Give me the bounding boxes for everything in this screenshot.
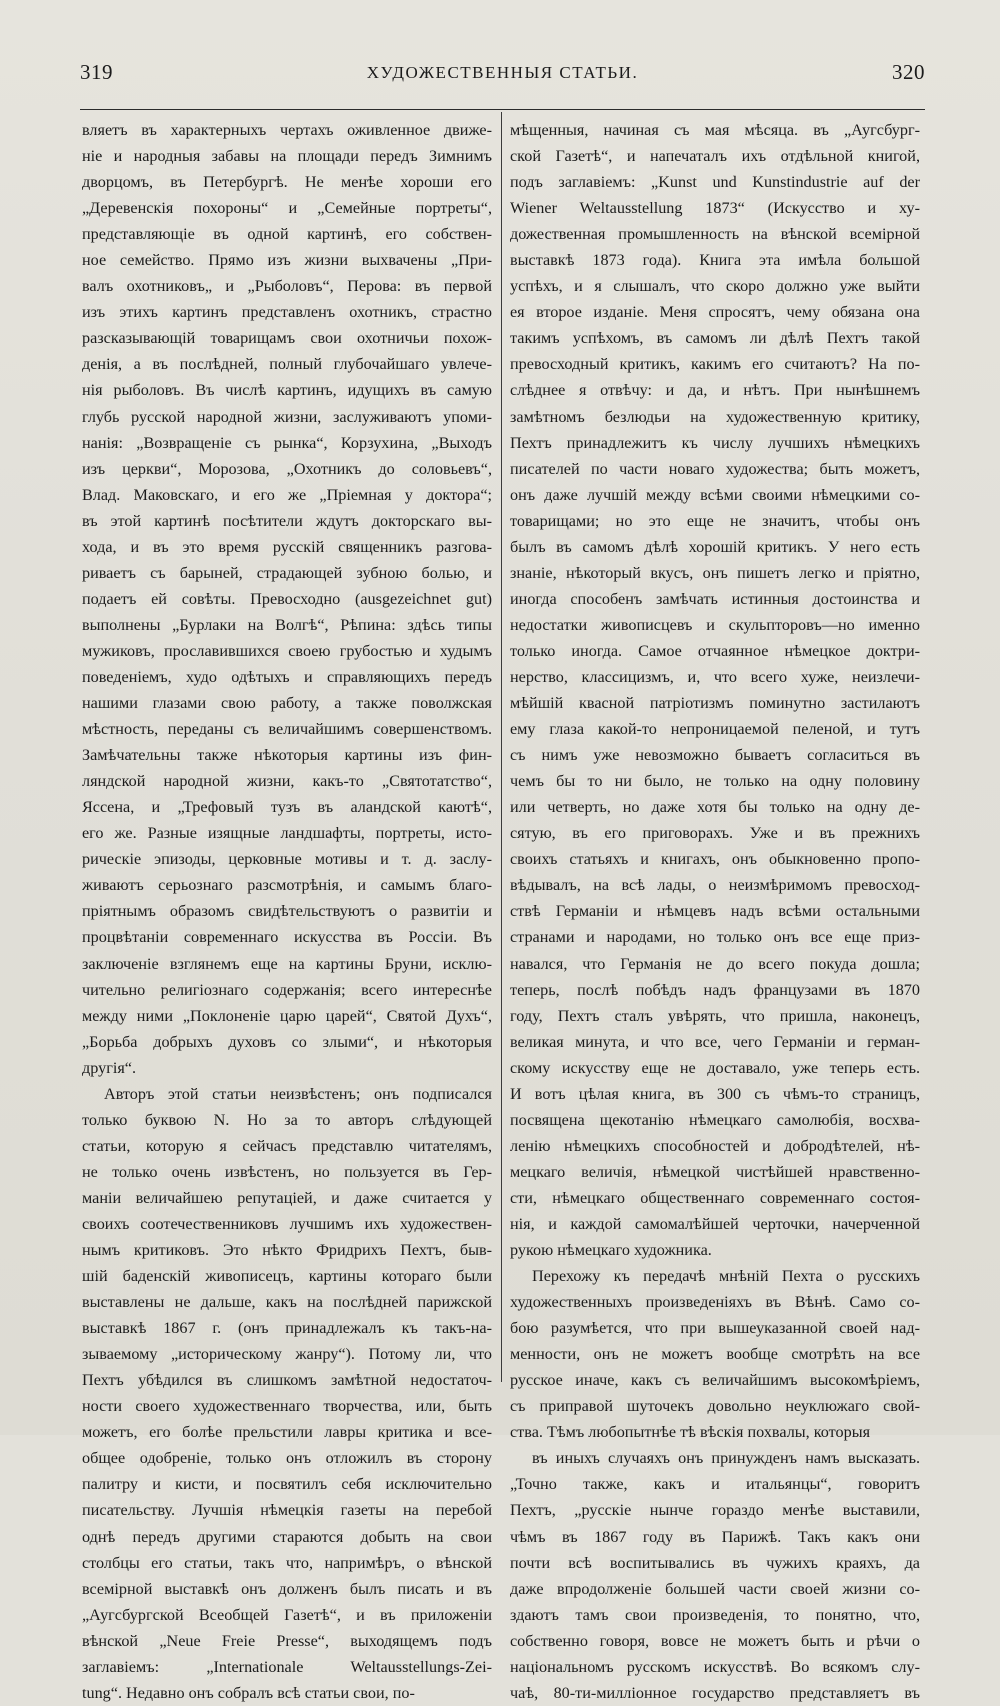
text-line: Wiener Weltausstellung 1873“ (Искусство и ху- <box>510 199 920 218</box>
text-line: Влад. Маковскаго, и его же „Пріемная у доктора“; <box>82 485 492 504</box>
text-line: мѣйшій квасной патріотизмъ поминутно застилаютъ <box>510 694 920 713</box>
text-line: всемірной выставкѣ онъ долженъ былъ писать и въ <box>82 1579 492 1598</box>
text-line: „Деревенскія похороны“ и „Семейные портреты“, <box>82 199 492 218</box>
text-line: здаютъ тамъ свои произведенія, то понятно, что, <box>510 1605 920 1624</box>
text-line: чаѣ, 80-ти-милліонное государство представляетъ въ <box>510 1683 920 1702</box>
text-line: разсказывающій товарищамъ свои охотничьи похож- <box>82 329 492 348</box>
text-line: странами и народами, но только онъ все еще приз- <box>510 928 920 947</box>
text-line: художественныхъ произведеніяхъ въ Вѣнѣ. Само со- <box>510 1293 920 1312</box>
text-line: мѣщенныя, начиная съ мая мѣсяца. въ „Аугсбург- <box>510 121 920 139</box>
text-line: риваетъ съ барыней, страдающей зубною болью, и <box>82 563 492 582</box>
text-line: выставкѣ 1867 г. (онъ принадлежалъ къ такъ-на- <box>82 1319 492 1338</box>
text-line: вляетъ въ характерныхъ чертахъ оживленное движе- <box>82 121 492 139</box>
text-line: нія рыболовъ. Въ числѣ картинъ, идущихъ въ самую <box>82 381 492 400</box>
text-line: И вотъ цѣлая книга, въ 300 съ чѣмъ-то страницъ, <box>510 1084 920 1103</box>
text-line: „Точно также, какъ и итальянцы“, говоритъ <box>510 1475 920 1494</box>
text-line: пріятнымъ образомъ свидѣтельствуютъ о развитіи и <box>82 902 492 921</box>
text-line: нанія: „Возвращеніе съ рынка“, Корзухина, „Выходъ <box>82 433 492 452</box>
column-divider <box>501 112 502 1382</box>
text-line: Пехтъ, „русскіе нынче гораздо менѣе выставили, <box>510 1501 920 1520</box>
text-line: выполнены „Бурлаки на Волгѣ“, Рѣпина: здѣсь типы <box>82 615 492 634</box>
text-line: tung“. Недавно онъ собралъ всѣ статьи свои, по- <box>82 1683 415 1702</box>
text-line: Ясcена, и „Трефовый тузъ въ аландской каютѣ“, <box>82 798 492 817</box>
text-line: „Борьба добрыхъ духовъ со злыми“, и нѣкоторыя <box>82 1032 492 1051</box>
text-line: заключеніе взглянемъ еще на картины Бруни, исклю- <box>82 954 492 973</box>
text-line: или четверть, но даже хотя бы только на одну де- <box>510 798 920 817</box>
text-line: сти, нѣмецкаго общественнаго современнаго состоя- <box>510 1188 920 1207</box>
text-line: товарищами; но это еще не значитъ, чтобы онъ <box>510 511 920 530</box>
text-line: общее одобреніе, только онъ отложилъ въ сторону <box>82 1449 492 1468</box>
text-line: успѣхъ, и я слышалъ, что скоро должно уже выйти <box>510 277 920 296</box>
text-line: ленію нѣмецкихъ способностей и добродѣтелей, нѣ- <box>510 1136 920 1155</box>
text-line: валъ охотниковъ„ и „Рыболовъ“, Перова: въ первой <box>82 277 492 296</box>
text-line: рукою нѣмецкаго художника. <box>510 1241 712 1260</box>
text-line: „Аугсбургской Всеобщей Газетѣ“, и въ приложеніи <box>82 1605 492 1624</box>
text-line: можетъ, его болѣе прельстили лавры критика и все- <box>82 1423 492 1442</box>
text-line: нашими глазами свою работу, а также поволжская <box>82 694 492 713</box>
text-line: чемъ бы то ни было, не только на одну половину <box>510 772 920 791</box>
text-line: ствѣ Германіи и нѣмцевъ надъ всѣми остальными <box>510 902 920 921</box>
text-line: сятую, въ его приговорахъ. Уже и въ прежнихъ <box>510 824 920 843</box>
text-line: мѣстность, переданы съ величайшимъ совершенствомъ. <box>82 720 492 739</box>
text-line: году, Пехтъ сталъ увѣрять, что пришла, наконецъ, <box>510 1006 920 1025</box>
text-line: процвѣтаніи современнаго искусства въ Россіи. Въ <box>82 928 492 947</box>
text-line: писательству. Лучшія нѣмецкія газеты на перебой <box>82 1501 492 1520</box>
text-line: такимъ успѣхомъ, въ самомъ ли дѣлѣ Пехтъ такой <box>510 329 920 348</box>
text-line: Пехтъ убѣдился въ слишкомъ замѣтной недостаточ- <box>82 1371 492 1390</box>
text-line: столбцы его статьи, такъ что, напримѣръ, о вѣнской <box>82 1553 492 1572</box>
text-line: замѣтномъ безлюдьи на художественную критику, <box>510 407 920 426</box>
text-line: посвящена щекотанію нѣмецкаго самолюбія, восхва- <box>510 1110 920 1129</box>
page-number-right: 320 <box>892 60 925 84</box>
text-line: не только очень извѣстенъ, но пользуется въ Гер- <box>82 1162 492 1181</box>
text-line: подаетъ ей совѣты. Превосходно (ausgezeichnet gut) <box>82 589 492 608</box>
text-line: въ иныхъ случаяхъ онъ принужденъ намъ высказать. <box>532 1449 920 1468</box>
text-line: недостатки живописцевъ и скульпторовъ—но именно <box>510 615 920 634</box>
text-line: слѣднее я отвѣчу: и да, и нѣтъ. При нынѣшнемъ <box>510 381 920 400</box>
text-line: маніи величайшею репутаціей, и даже считается у <box>82 1188 492 1207</box>
text-line: писателей по части новаго художества; быть можетъ, <box>510 459 920 478</box>
text-line: нымъ критиковъ. Это нѣкто Фридрихъ Пехтъ, быв- <box>82 1241 492 1260</box>
text-line: собственно говоря, вовсе не можетъ быть и рѣчи о <box>510 1631 920 1650</box>
text-line: зываемому „историческому жанру“). Потому ли, что <box>82 1345 492 1364</box>
text-line: ности своего художественнаго творчества, или, быть <box>82 1397 492 1416</box>
text-line: бою разумѣется, что при вышеуказанной своей над- <box>510 1319 920 1338</box>
header-rule <box>80 109 925 110</box>
text-line: ской Газетѣ“, и напечаталъ ихъ отдѣльной книгой, <box>510 147 920 166</box>
text-line: менности, онъ не можетъ вообще смотрѣть на все <box>510 1345 920 1364</box>
text-line: теперь, послѣ побѣдъ надъ французами въ 1870 <box>510 980 920 999</box>
text-line: вѣнской „Neue Freie Presse“, выходящемъ подъ <box>82 1631 492 1650</box>
text-line: другія“. <box>82 1058 137 1077</box>
text-line: онъ даже лучшій между всѣми своими нѣмецкими со- <box>510 485 920 504</box>
text-line: вѣдывалъ, на всѣ лады, о неизмѣримомъ превосход- <box>510 876 920 895</box>
text-line: однѣ передъ другими стараются добыть на свои <box>82 1527 492 1546</box>
text-line: мужиковъ, прославившихся своею грубостью и худымъ <box>82 641 492 660</box>
text-line: иногда способенъ замѣчать истинныя достоинства и <box>510 589 920 608</box>
text-line: изъ церкви“, Морозова, „Охотникъ до соловьевъ“, <box>82 459 492 478</box>
text-line: выставлены не дальше, какъ на послѣдней парижской <box>82 1293 492 1312</box>
text-line: подъ заглавіемъ: „Kunst und Kunstindustrie auf der <box>510 173 920 192</box>
text-line: ніе и народныя забавы на площади передъ Зимнимъ <box>82 147 492 166</box>
text-line: статьи, которую я сейчасъ представлю читателямъ, <box>82 1136 492 1155</box>
text-line: представляющіе въ одной картинѣ, его собствен- <box>82 225 492 244</box>
text-line: Авторъ этой статьи неизвѣстенъ; онъ подписался <box>104 1084 492 1103</box>
text-line: денія, а въ послѣдней, полный глубочайшаго увлече- <box>82 355 492 374</box>
text-line: дожественная промышленность на вѣнской всемірной <box>510 225 920 244</box>
text-line: шій баденскій живописецъ, картины котораго были <box>82 1267 492 1286</box>
text-line: Замѣчательны также нѣкоторыя картины изъ фин- <box>82 746 492 765</box>
text-line: хода, и въ это время русскій священникъ разгова- <box>82 537 492 556</box>
text-line: палитру и кисти, и посвятилъ себя исключительно <box>82 1475 492 1494</box>
text-line: съ приправой шуточекъ довольно неуклюжаго свой- <box>510 1397 920 1416</box>
text-line: даже впродолженіе большей части своей жизни со- <box>510 1579 920 1598</box>
text-line: съ нимъ уже невозможно бываетъ согласиться въ <box>510 746 920 765</box>
text-line: нерство, классицизмъ, и, что всего хуже, неизлечи- <box>510 667 920 686</box>
text-line: выставкѣ 1873 года). Книга эта имѣла большой <box>510 251 920 270</box>
text-line: мецкаго величія, нѣмецкой чистѣйшей нравственно- <box>510 1162 920 1181</box>
text-line: ное семейство. Прямо изъ жизни выхвачены „При- <box>82 251 492 270</box>
text-line: чѣмъ въ 1867 году въ Парижѣ. Такъ какъ они <box>510 1527 920 1546</box>
text-line: въ этой картинѣ посѣтители ждутъ докторскаго вы- <box>82 511 492 530</box>
text-line: былъ въ самомъ дѣлѣ хорошій критикъ. У него есть <box>510 537 920 556</box>
running-title: ХУДОЖЕСТВЕННЫЯ СТАТЬИ. <box>366 63 639 82</box>
text-line: Пехтъ принадлежитъ къ числу лучшихъ нѣмецкихъ <box>510 433 920 452</box>
right-text-column <box>510 117 920 1706</box>
text-line: ства. Тѣмъ любопытнѣе тѣ вѣскія похвалы, которыя <box>510 1423 871 1442</box>
text-line: своихъ статьяхъ и книгахъ, онъ обыкновенно пропо- <box>510 850 920 869</box>
text-line: ему глаза какой-то непроницаемой пеленой, и тутъ <box>510 720 920 739</box>
text-line: живаютъ серьознаго разсмотрѣнія, и самымъ благо- <box>82 876 492 895</box>
text-line: Перехожу къ передачѣ мнѣній Пехта о русскихъ <box>532 1267 920 1286</box>
text-line: ляндской народной жизни, какъ-то „Святотатство“, <box>82 772 492 791</box>
text-line: между ними „Поклоненіе царю царей“, Святой Духъ“, <box>82 1006 492 1025</box>
text-line: рическіе эпизоды, церковные мотивы и т. д. заслу- <box>82 850 492 869</box>
page-header <box>80 60 925 100</box>
text-line: изъ этихъ картинъ представленъ охотникъ, страстно <box>82 303 492 322</box>
text-line: только иногда. Самое отчаянное нѣмецкое доктри- <box>510 641 920 660</box>
text-line: заглавіемъ: „Internationale Weltausstellungs-Zei- <box>82 1657 492 1676</box>
text-line: своихъ соотечественниковъ лучшимъ ихъ художествен- <box>82 1214 492 1233</box>
left-text-column <box>82 117 492 1706</box>
text-line: русское иначе, какъ съ величайшимъ высокомѣріемъ, <box>510 1371 920 1390</box>
text-line: чительно религіознаго содержанія; всего интереснѣе <box>82 980 492 999</box>
text-line: поведеніемъ, худо одѣтыхъ и справляющихъ передъ <box>82 667 492 686</box>
text-line: только буквою N. Но за то авторъ слѣдующей <box>82 1110 492 1129</box>
text-line: ея второе изданіе. Меня спросятъ, чему обязана она <box>510 303 920 322</box>
text-line: превосходный критикъ, какимъ его считаютъ? На по- <box>510 355 920 374</box>
text-line: навался, что Германія не до всего покуда дошла; <box>510 954 920 973</box>
text-line: національномъ русскомъ искусствѣ. Во всякомъ слу- <box>510 1657 920 1676</box>
text-line: скому искусству еще не доставало, уже теперь есть. <box>510 1058 920 1077</box>
text-line: глубь русской народной жизни, заслуживаютъ упоми- <box>82 407 492 426</box>
text-line: нія, и каждой самомалѣйшей черточки, начерченной <box>510 1214 920 1233</box>
text-line: его же. Разные изящные ландшафты, портреты, исто- <box>82 824 492 843</box>
text-line: почти всѣ воспитывались въ чужихъ краяхъ, да <box>510 1553 920 1572</box>
page-number-left: 319 <box>80 60 113 84</box>
text-line: дворцомъ, въ Петербургѣ. Не менѣе хороши его <box>82 173 492 192</box>
text-line: знаніе, нѣкоторый вкусъ, онъ пишетъ легко и пріятно, <box>510 563 920 582</box>
text-line: великая минута, и что все, чего Германіи и герман- <box>510 1032 920 1051</box>
